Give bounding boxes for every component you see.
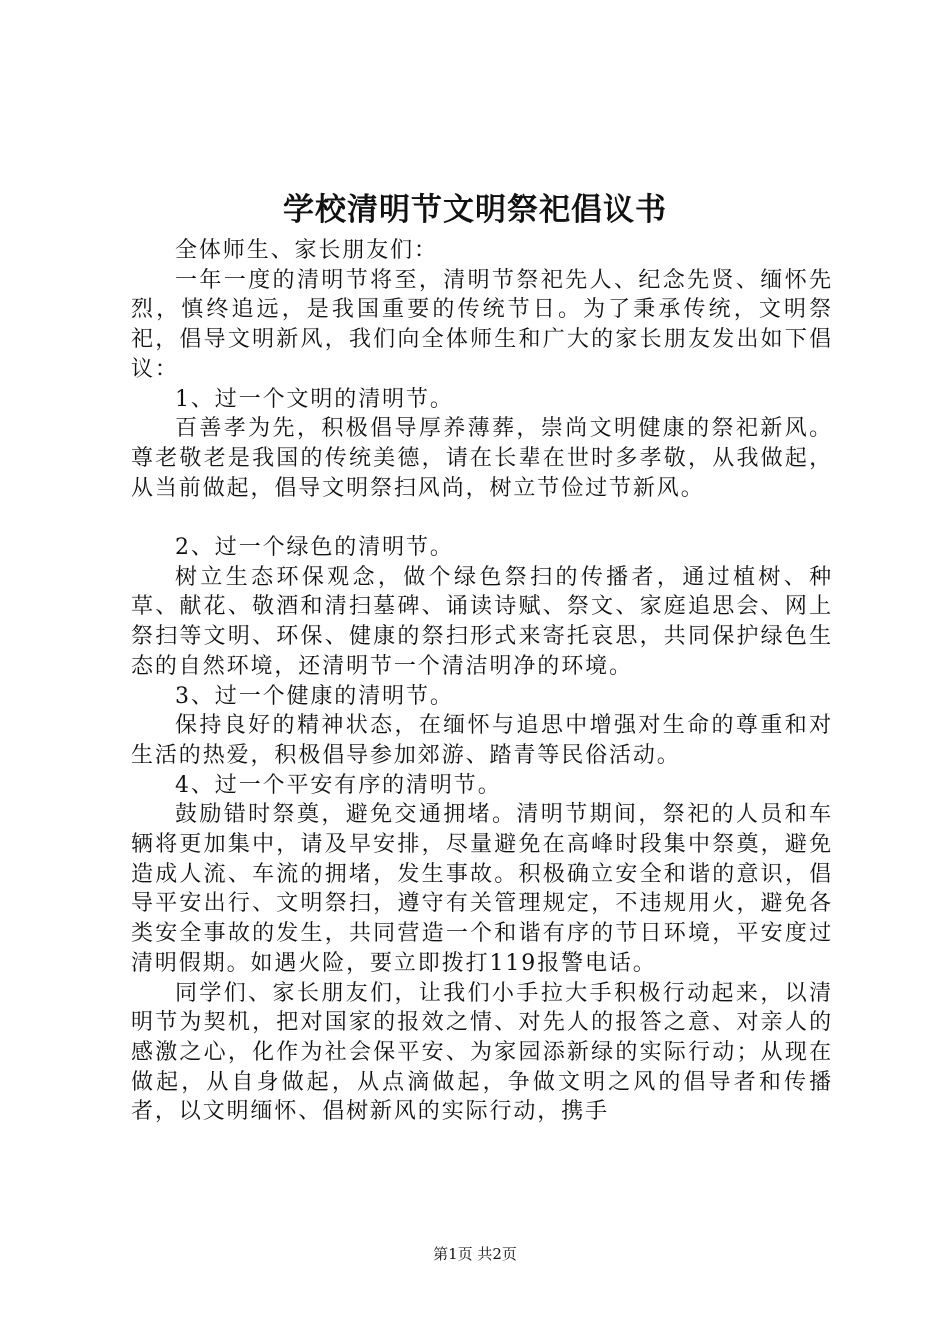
page-number-footer: 第1页 共2页	[433, 1245, 517, 1263]
section-heading-1: 1、过一个文明的清明节。	[175, 386, 454, 412]
document-body	[131, 236, 833, 1127]
section-paragraph-4: 鼓励错时祭奠，避免交通拥堵。清明节期间，祭祀的人员和车辆将更加集中，请及早安排，尽量避免在高峰时段集中祭奠，避免造成人流、车流的拥堵，发生事故。积极确立安全和谐的意识，倡导平安出行、文明祭扫，遵守有关管理规定，不违规用火，避免各类安全事故的发生，共同营造一个和谐有序的节日环境，平安度过清明假期。如遇火险，要立即拨打119报警电话。	[131, 802, 833, 976]
salutation: 全体师生、家长朋友们：	[175, 238, 438, 263]
section-heading-2: 2、过一个绿色的清明节。	[175, 535, 454, 561]
section-heading-4: 4、过一个平安有序的清明节。	[175, 772, 502, 798]
blank-line	[131, 503, 833, 533]
closing-paragraph: 同学们、家长朋友们，让我们小手拉大手积极行动起来，以清明节为契机，把对国家的报效之情、对先人的报答之意、对亲人的感激之心，化作为社会保平安、为家园添新绿的实际行动；从现在做起，从自身做起，从点滴做起，争做文明之风的倡导者和传播者，以文明缅怀、倡树新风的实际行动，携手	[131, 980, 833, 1125]
section-paragraph-1: 百善孝为先，积极倡导厚养薄葬，崇尚文明健康的祭祀新风。尊老敬老是我国的传统美德，请在长辈在世时多孝敬，从我做起，从当前做起，倡导文明祭扫风尚，树立节俭过节新风。	[131, 416, 833, 501]
document-title: 学校清明节文明祭祀倡议书	[283, 192, 667, 228]
section-heading-3: 3、过一个健康的清明节。	[175, 683, 454, 709]
section-paragraph-2: 树立生态环保观念，做个绿色祭扫的传播者，通过植树、种草、献花、敬酒和清扫墓碑、诵读诗赋、祭文、家庭追思会、网上祭扫等文明、环保、健康的祭扫形式来寄托哀思，共同保护绿色生态的自然环境，还清明节一个清洁明净的环境。	[131, 564, 833, 679]
intro-paragraph: 一年一度的清明节将至，清明节祭祀先人、纪念先贤、缅怀先烈，慎终追远，是我国重要的传统节日。为了秉承传统，文明祭祀，倡导文明新风，我们向全体师生和广大的家长朋友发出如下倡议：	[131, 267, 833, 382]
section-paragraph-3: 保持良好的精神状态，在缅怀与追思中增强对生命的尊重和对生活的热爱，积极倡导参加郊游、踏青等民俗活动。	[131, 713, 833, 768]
